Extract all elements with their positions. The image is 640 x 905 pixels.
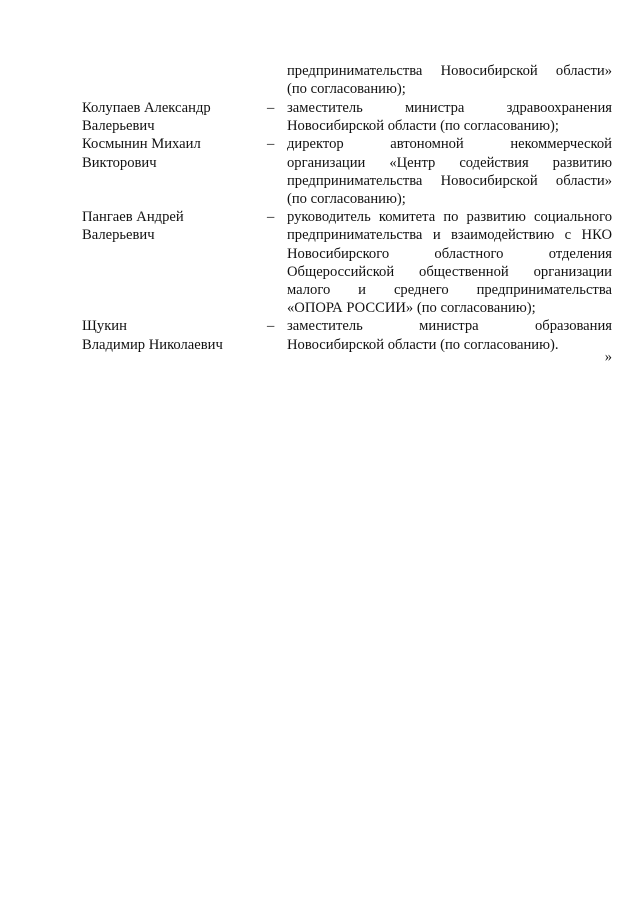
desc-line: заместитель министра образования (287, 318, 612, 335)
desc-line: Общероссийской общественной организации (287, 263, 612, 280)
desc-line: Новосибирской области (по согласованию). (287, 336, 559, 353)
desc-line: руководитель комитета по развитию социального (287, 209, 612, 226)
name-line: Владимир Николаевич (82, 336, 223, 353)
name-line: Пангаев Андрей (82, 209, 184, 226)
continued-description (287, 62, 612, 98)
desc-line: «ОПОРА РОССИИ» (по согласованию); (287, 300, 536, 317)
desc-line: предпринимательства Новосибирской области» (287, 172, 612, 189)
name-line: Щукин (82, 318, 127, 335)
dash-separator: – (267, 209, 275, 226)
name-line: Валерьевич (82, 227, 155, 244)
member-name (82, 135, 267, 171)
desc-line: малого и среднего предпринимательства (287, 282, 612, 299)
dash-separator: – (267, 100, 275, 116)
desc-line: Новосибирского областного отделения (287, 245, 612, 262)
member-entry (82, 99, 612, 135)
desc-line: (по согласованию); (287, 81, 406, 98)
dash-separator: – (267, 318, 275, 335)
desc-line: Новосибирской области (по согласованию); (287, 118, 559, 135)
closing-quote-mark: » (604, 349, 612, 365)
desc-line: предпринимательства и взаимодействию с НКО (287, 227, 612, 244)
member-description (287, 208, 612, 317)
desc-line: организации «Центр содействия развитию (287, 154, 612, 171)
member-entry (82, 317, 612, 353)
member-description (287, 99, 612, 135)
name-line: Колупаев Александр (82, 100, 211, 116)
desc-line: предпринимательства Новосибирской области» (287, 63, 612, 79)
member-list (82, 99, 612, 354)
member-description (287, 317, 612, 353)
desc-line: директор автономной некоммерческой (287, 136, 612, 153)
member-description (287, 135, 612, 208)
name-line: Валерьевич (82, 118, 155, 135)
dash-separator: – (267, 136, 275, 153)
member-entry (82, 135, 612, 208)
member-entry (82, 208, 612, 317)
member-name (82, 208, 267, 244)
name-line: Викторович (82, 154, 157, 171)
member-name (82, 317, 267, 353)
member-name (82, 99, 267, 135)
name-line: Космынин Михаил (82, 136, 201, 153)
desc-line: (по согласованию); (287, 191, 406, 208)
desc-line: заместитель министра здравоохранения (287, 100, 612, 116)
